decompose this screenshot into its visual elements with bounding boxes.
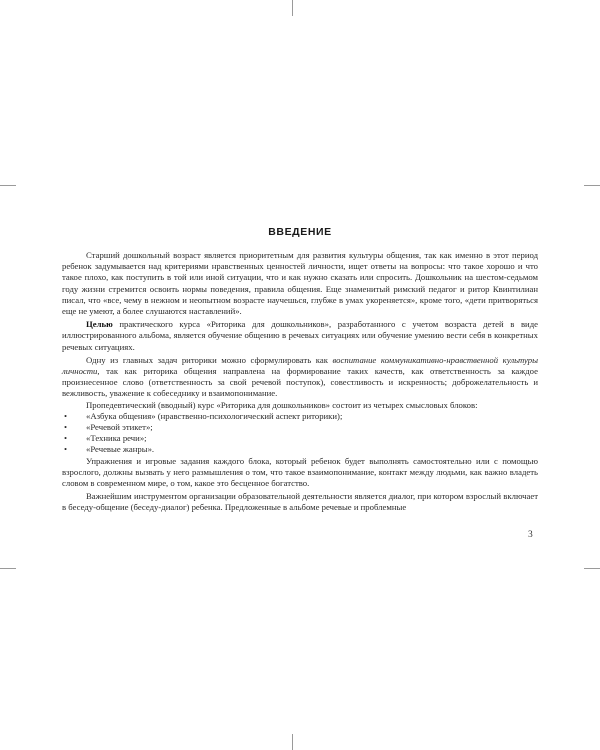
body-text [62,250,538,514]
bullet-icon: • [64,444,68,455]
bullet-icon: • [64,433,68,444]
list-item [62,411,538,422]
page-number: 3 [528,530,533,540]
task-text-end: , так как риторика общения направлена на формирование таких качеств, как ответственность за каждое произнесенное слово (ответственность за свой речевой поступок), совестливость и искренность; доброжелательность и вежливость, уважение к собеседнику и взаимопонимание. [62,366,538,399]
crop-mark [584,185,600,186]
list-item [62,422,538,433]
goal-text: практического курса «Риторика для дошкольников», разработанного с учетом возраста детей в виде иллюстрированного альбома, является обучение общению в речевых ситуациях или обучение умению вести себя в конкретных речевых ситуациях. [62,319,538,352]
task-italic: воспитание коммуникативно-нравственной культуры личности [62,354,538,377]
list-item-text: «Азбука общения» (нравственно-психологический аспект риторики); [86,410,343,421]
crop-mark [292,0,293,16]
bullet-icon: • [64,422,68,433]
crop-mark [584,568,600,569]
goal-label: Целью [86,319,113,330]
crop-mark [292,734,293,750]
list-item [62,444,538,455]
crop-mark [0,185,16,186]
bullet-icon: • [64,410,68,421]
page-title: ВВЕДЕНИЕ [268,226,332,238]
exercises-paragraph: Упражнения и игровые задания каждого блока, который ребенок будет выполнять самостоятельно или с помощью взрослого, должны вызвать у него размышления о том, что такое взаимопонимание, контакт между людьми, как важно владеть словом в современном мире, о том, какое это бесценное богатство. [62,455,538,489]
course-intro: Пропедевтический (вводный) курс «Риторика для дошкольников» состоит из четырех смысловых блоков: [86,399,478,410]
dialog-paragraph: Важнейшим инструментом организации образовательной деятельности является диалог, при котором взрослый включает в беседу-общение (беседу-диалог) ребенка. Предложенные в альбоме речевые и проблемные [62,491,538,513]
list-item-text: «Техника речи»; [86,433,147,444]
list-item-text: «Речевые жанры». [86,444,155,455]
list-item-text: «Речевой этикет»; [86,422,153,433]
task-text-start: Одну из главных задач риторики можно сформулировать как [86,354,333,365]
blocks-list [62,411,538,456]
task-paragraph [62,355,538,400]
intro-paragraph: Старший дошкольный возраст является приоритетным для развития культуры общения, так как именно в этот период ребенок задумывается над критериями нравственных ценностей личности, ищет ответы на вопросы: что такое хорошо и что такое плохо, как поступить в той или иной ситуации, что и как нужно сказать или спросить. Дошкольник на шестом-седьмом году жизни стремится освоить нормы поведения, правила общения. Еще знаменитый римский педагог и ритор Квинтилиан писал, что «все, чему в нежном и неопытном возрасте научешься, глубже в умах укореняется», кроме того, «дети притворяться еще не умеют, а более слушаются наставлений». [62,250,538,317]
crop-mark [0,568,16,569]
list-item [62,433,538,444]
goal-paragraph [62,319,538,353]
